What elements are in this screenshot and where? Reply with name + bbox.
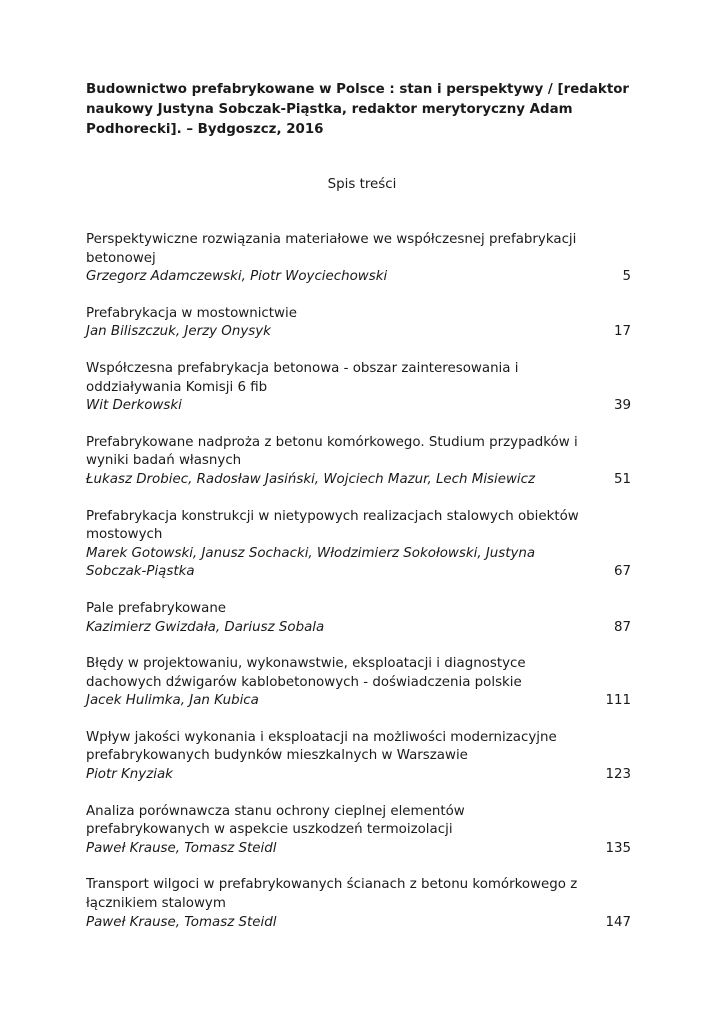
- entry-title: Perspektywiczne rozwiązania materiałowe we współczesnej prefabrykacji betonowej: [86, 232, 577, 266]
- toc-entry: [86, 360, 631, 416]
- toc-entry: [86, 803, 631, 859]
- entry-authors: Paweł Krause, Tomasz Steidl: [86, 840, 277, 856]
- entry-page-number: 17: [613, 324, 631, 340]
- entry-authors: Wit Derkowski: [86, 398, 182, 414]
- entry-authors: Jan Biliszczuk, Jerzy Onysyk: [86, 324, 271, 340]
- entry-title: Błędy w projektowaniu, wykonawstwie, eksploatacji i diagnostyce dachowych dźwigarów kablobetonowych - doświadczenia polskie: [86, 656, 526, 690]
- entry-title: Analiza porównawcza stanu ochrony cieplnej elementów prefabrykowanych w aspekcie uszkodzeń termoizolacji: [86, 803, 465, 838]
- toc-entries: [86, 231, 631, 950]
- entry-page-number: 135: [605, 840, 631, 856]
- book-title: Budownictwo prefabrykowane w Polsce : stan i perspektywy / [redaktor naukowy Justyna Sobczak-Piąstka, redaktor merytoryczny Adam Podhorecki]. – Bydgoszcz, 2016: [86, 82, 630, 137]
- toc-entry: [86, 655, 631, 711]
- entry-title: Pale prefabrykowane: [86, 600, 227, 616]
- toc-entry: [86, 508, 631, 582]
- entry-title: Prefabrykowane nadproża z betonu komórkowego. Studium przypadków i wyniki badań własnych: [86, 434, 578, 469]
- entry-title: Wpływ jakości wykonania i eksploatacji na możliwości modernizacyjne prefabrykowanych budynków mieszkalnych w Warszawie: [86, 729, 557, 764]
- toc-entry: [86, 434, 631, 490]
- toc-entry: [86, 305, 631, 342]
- entry-page-number: 123: [605, 767, 631, 783]
- entry-page-number: 39: [613, 398, 631, 414]
- entry-page-number: 5: [622, 269, 631, 285]
- entry-page-number: 51: [613, 471, 631, 487]
- entry-page-number: 147: [605, 914, 631, 930]
- entry-title: Współczesna prefabrykacja betonowa - obszar zainteresowania i oddziaływania Komisji 6 fib: [86, 360, 519, 395]
- entry-page-number: 67: [613, 564, 631, 580]
- entry-title: Prefabrykacja w mostownictwie: [86, 305, 297, 321]
- toc-entry: [86, 876, 631, 932]
- entry-page-number: 87: [613, 619, 631, 635]
- entry-page-number: 111: [605, 693, 631, 709]
- toc-heading: Spis treści: [327, 177, 397, 192]
- entry-authors: Marek Gotowski, Janusz Sochacki, Włodzimierz Sokołowski, Justyna Sobczak-Piąstka: [86, 545, 536, 580]
- entry-authors: Kazimierz Gwizdała, Dariusz Sobala: [86, 619, 325, 635]
- entry-title: Prefabrykacja konstrukcji w nietypowych realizacjach stalowych obiektów mostowych: [86, 508, 579, 543]
- entry-title: Transport wilgoci w prefabrykowanych ścianach z betonu komórkowego z łącznikiem stalowym: [86, 877, 578, 912]
- entry-authors: Grzegorz Adamczewski, Piotr Woyciechowski: [86, 269, 388, 285]
- entry-authors: Paweł Krause, Tomasz Steidl: [86, 914, 277, 930]
- entry-authors: Łukasz Drobiec, Radosław Jasiński, Wojciech Mazur, Lech Misiewicz: [86, 471, 536, 487]
- entry-authors: Jacek Hulimka, Jan Kubica: [86, 693, 259, 709]
- toc-entry: [86, 729, 631, 785]
- toc-entry: [86, 600, 631, 637]
- toc-entry: [86, 231, 631, 287]
- entry-authors: Piotr Knyziak: [86, 767, 173, 783]
